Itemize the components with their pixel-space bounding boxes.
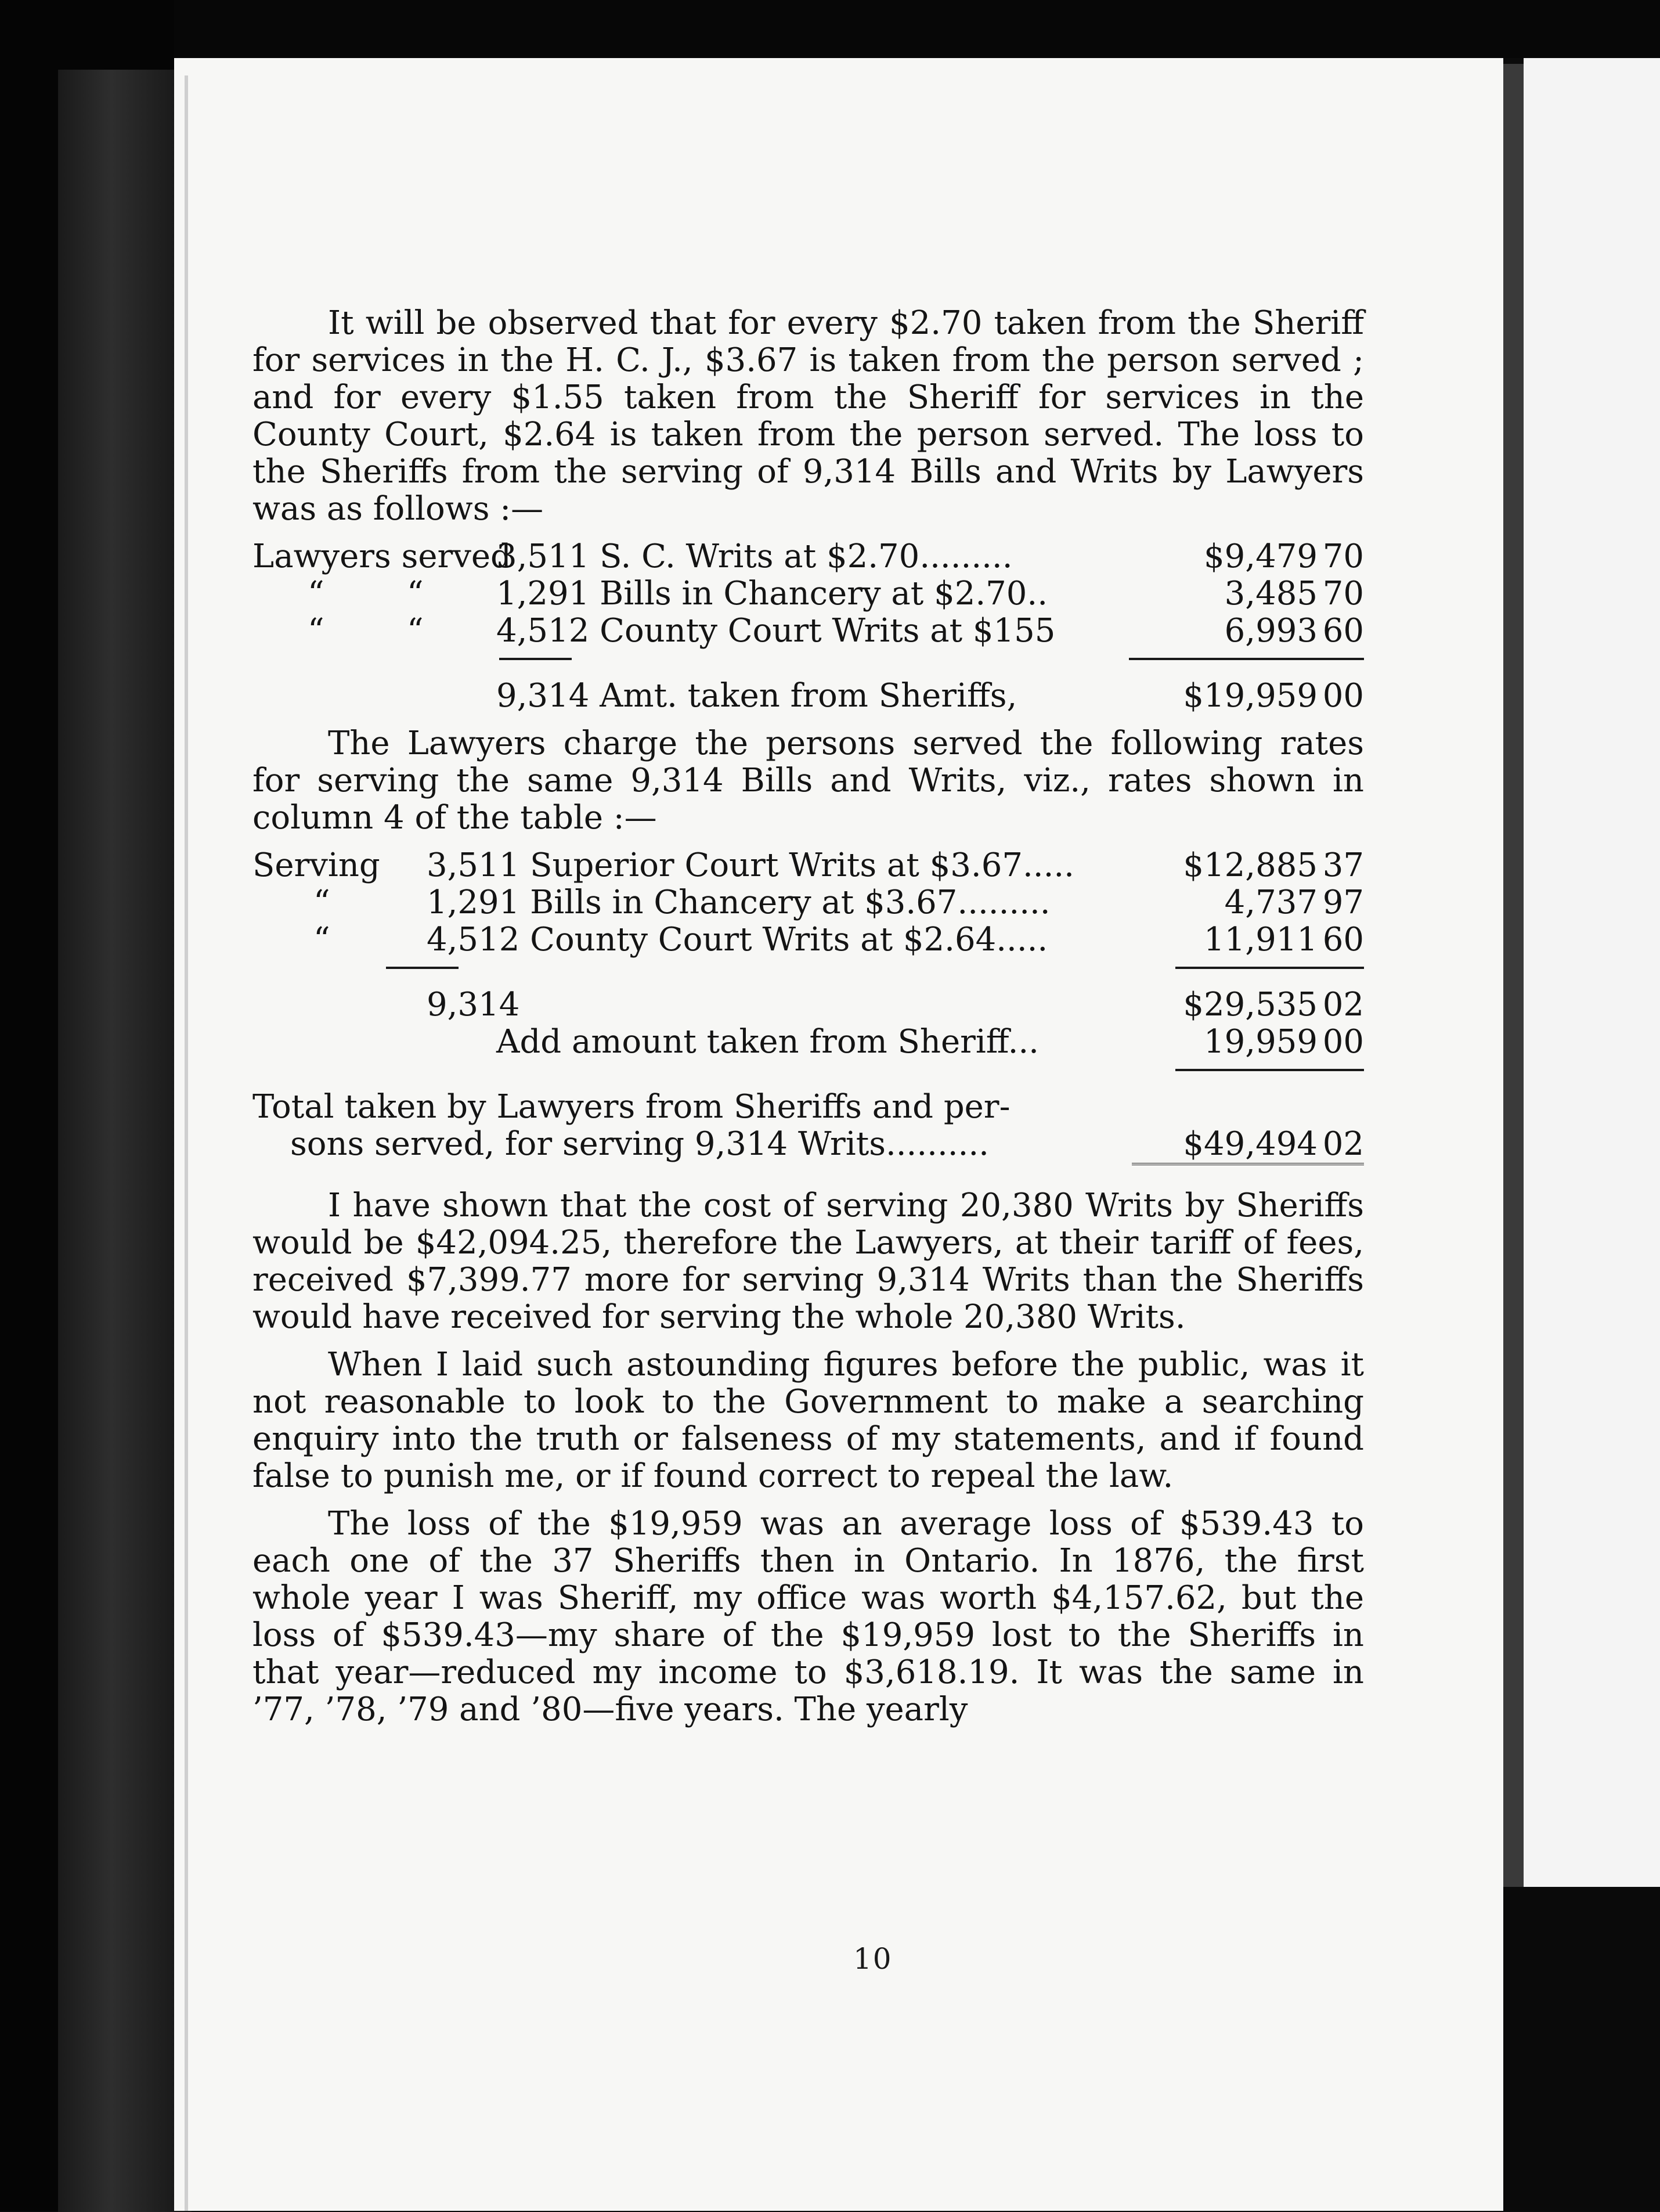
add-amount: 19,959 bbox=[1204, 1023, 1318, 1061]
paragraph-cost-comparison: I have shown that the cost of serving 20,380 Writs by Sheriffs would be $42,094.25, therefore the Lawyers, at their tariff of fees, received $7,399.77 more for serving 9,314 Writs than the Sheriffs would have received for serving the whole 20,380 Writs. bbox=[252, 1187, 1364, 1336]
row-amount: 11,911 bbox=[1204, 921, 1318, 959]
row-amount: $12,885 bbox=[1183, 846, 1318, 884]
sum-rule bbox=[252, 959, 1364, 976]
row-description: 1,291 Bills in Chancery at $3.67......... bbox=[427, 884, 1051, 921]
book-binding bbox=[58, 70, 192, 2212]
row-amount: 6,993 bbox=[1224, 612, 1318, 650]
table-row bbox=[252, 921, 1364, 959]
add-row bbox=[252, 1024, 1364, 1061]
sum-rule bbox=[252, 650, 1364, 667]
row-description: 3,511 Superior Court Writs at $3.67..... bbox=[427, 846, 1074, 884]
subtotal-count: 9,314 bbox=[427, 986, 520, 1024]
page-number: 10 bbox=[853, 1942, 893, 1976]
grand-total-label: Total taken by Lawyers from Sheriffs and per- bbox=[252, 1088, 1011, 1126]
grand-total-row-2 bbox=[252, 1126, 1364, 1165]
grand-total-label-cont: sons served, for serving 9,314 Writs.......... bbox=[290, 1125, 989, 1163]
sum-rule bbox=[252, 1061, 1364, 1078]
add-description: Add amount taken from Sheriff... bbox=[496, 1023, 1039, 1061]
row-amount: 3,485 bbox=[1224, 575, 1318, 613]
row-label: “ bbox=[313, 884, 330, 921]
subtotal-cents: 02 bbox=[1322, 986, 1364, 1024]
row-description: 1,291 Bills in Chancery at $2.70.. bbox=[496, 575, 1048, 613]
row-label: “ bbox=[313, 921, 330, 959]
row-label: Serving bbox=[252, 846, 380, 884]
row-amount: 4,737 bbox=[1224, 884, 1318, 921]
table-row bbox=[252, 613, 1364, 650]
row-cents: 70 bbox=[1322, 575, 1364, 613]
total-cents: 00 bbox=[1322, 677, 1364, 715]
table-row bbox=[252, 575, 1364, 613]
charges-table bbox=[252, 847, 1364, 1165]
loss-table bbox=[252, 538, 1364, 715]
table-row bbox=[252, 884, 1364, 921]
table-row bbox=[252, 538, 1364, 575]
row-cents: 60 bbox=[1322, 921, 1364, 959]
grand-total-cents: 02 bbox=[1318, 1126, 1364, 1165]
row-description: 3,511 S. C. Writs at $2.70......... bbox=[496, 538, 1013, 575]
table-total-row bbox=[252, 678, 1364, 715]
subtotal-amount: $29,535 bbox=[1183, 986, 1318, 1024]
subtotal-row bbox=[252, 986, 1364, 1024]
row-cents: 70 bbox=[1322, 538, 1364, 575]
page-content bbox=[252, 305, 1364, 1728]
microfilm-border-top bbox=[0, 0, 1660, 58]
table-row bbox=[252, 847, 1364, 884]
row-description: 4,512 County Court Writs at $2.64..... bbox=[427, 921, 1048, 959]
paragraph-lawyer-rates: The Lawyers charge the persons served the following rates for serving the same 9,314 Bills and Writs, viz., rates shown in column 4 of the table :— bbox=[252, 725, 1364, 837]
row-label: Lawyers served bbox=[252, 538, 511, 575]
row-cents: 37 bbox=[1322, 846, 1364, 884]
page-edge-line bbox=[185, 75, 188, 2211]
total-description: 9,314 Amt. taken from Sheriffs, bbox=[496, 677, 1017, 715]
total-amount: $19,959 bbox=[1183, 677, 1318, 715]
row-amount: $9,479 bbox=[1204, 538, 1318, 575]
row-label: “ “ bbox=[308, 612, 424, 650]
row-cents: 60 bbox=[1322, 612, 1364, 650]
microfilm-border-bottom-right bbox=[1500, 1887, 1660, 2211]
paragraph-sheriff-fees: It will be observed that for every $2.70 taken from the Sheriff for services in the H. C. J., $3.67 is taken from the person served ; and for every $1.55 taken from the Sheriff for services in the County Court, $2.64 is taken from the person served. The loss to the Sheriffs from the serving of 9,314 Bills and Writs by Lawyers was as follows :— bbox=[252, 304, 1364, 528]
paragraph-government-enquiry: When I laid such astounding figures before the public, was it not reasonable to look to the Government to make a searching enquiry into the truth or falseness of my statements, and if found false to punish me, or if found correct to repeal the law. bbox=[252, 1346, 1364, 1495]
grand-total-amount: $49,494 bbox=[1132, 1126, 1318, 1165]
row-description: 4,512 County Court Writs at $155 bbox=[496, 612, 1056, 650]
row-label: “ “ bbox=[308, 575, 424, 613]
row-cents: 97 bbox=[1322, 884, 1364, 921]
paragraph-average-loss: The loss of the $19,959 was an average loss of $539.43 to each one of the 37 Sheriffs then in Ontario. In 1876, the first whole year I was Sheriff, my office was worth $4,157.62, but the loss of $539.43—my share of the $19,959 lost to the Sheriffs in that year—reduced my income to $3,618.19. It was the same in ’77, ’78, ’79 and ’80—five years. The yearly bbox=[252, 1505, 1364, 1728]
grand-total-row-1 bbox=[252, 1089, 1364, 1126]
add-cents: 00 bbox=[1322, 1023, 1364, 1061]
